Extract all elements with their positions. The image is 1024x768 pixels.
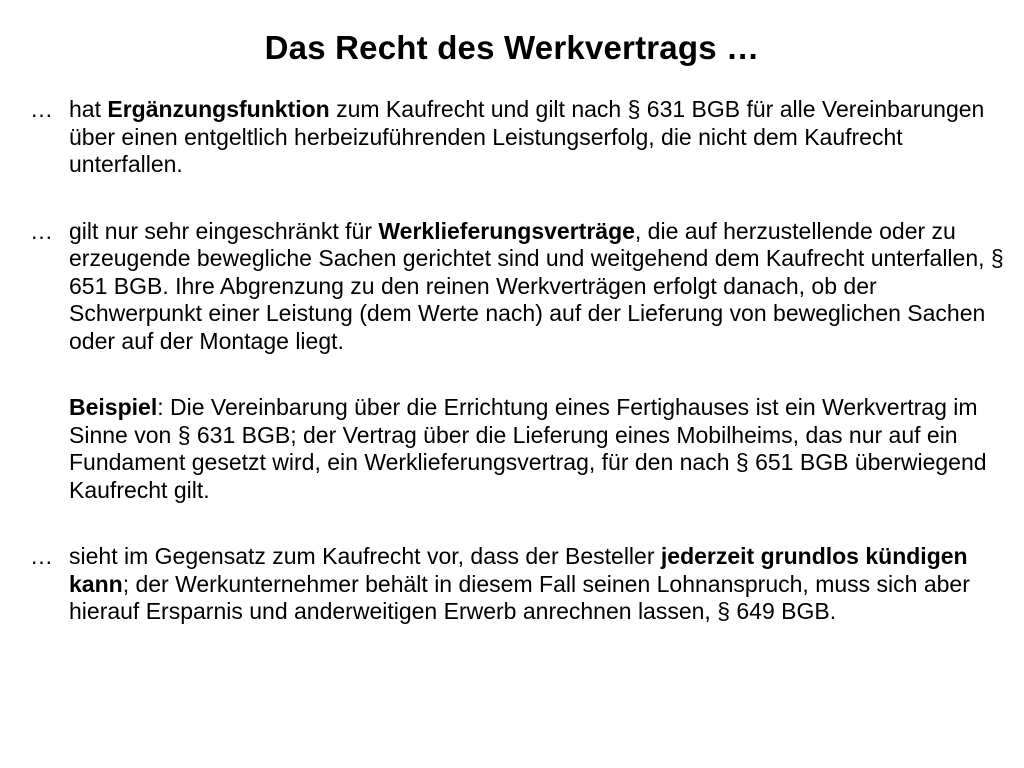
ellipsis-bullet-marker: …	[30, 543, 53, 569]
slide-title: Das Recht des Werkvertrags …	[264, 29, 760, 66]
paragraph-text-rest: zum Kaufrecht und gilt nach § 631 BGB für alle Vereinbarungen über einen entgeltlich herbeizuführenden Leistungserfolg, die nicht dem Kaufrecht unterfallen.	[69, 96, 985, 177]
paragraph-text	[69, 218, 1005, 356]
paragraph-beispiel	[30, 394, 1005, 504]
bold-term-kuendigung: jederzeit grundlos kündigen kann	[69, 543, 968, 597]
bold-term-ergaenzungsfunktion: Ergänzungsfunktion	[107, 96, 330, 122]
paragraph-text-rest: : Die Vereinbarung über die Errichtung eines Fertighauses ist ein Werkvertrag im Sinne von § 631 BGB; der Vertrag über die Lieferung eines Mobilheims, das nur auf ein Fundament gesetzt wird, ein Werklieferungsvertrag, für den nach § 651 BGB überwiegend Kaufrecht gilt.	[69, 394, 987, 503]
paragraph-kuendigung	[30, 543, 1005, 626]
bold-term-werklieferungsvertraege: Werklieferungsverträge	[378, 217, 635, 244]
paragraph-text	[69, 543, 1005, 626]
paragraph-ergaenzungsfunktion	[30, 96, 1005, 179]
paragraph-text-lead: sieht im Gegensatz zum Kaufrecht vor, dass der Besteller	[69, 543, 661, 569]
slide-body	[30, 96, 1005, 626]
paragraph-text	[69, 96, 1005, 179]
ellipsis-bullet-marker: …	[30, 96, 53, 122]
paragraph-text	[69, 394, 1005, 504]
paragraph-text-rest: , die auf herzustellende oder zu erzeugende bewegliche Sachen gerichtet sind und weitgehend dem Kaufrecht unterfallen, § 651 BGB. Ihre Abgrenzung zu den reinen Werkverträgen erfolgt danach, ob der Schwerpunkt einer Leistung (dem Werte nach) auf der Lieferung von beweglichen Sachen oder auf der Montage liegt.	[69, 217, 1004, 354]
paragraph-text-lead: gilt nur sehr eingeschränkt für	[69, 217, 379, 244]
ellipsis-bullet-marker: …	[30, 217, 53, 244]
paragraph-werklieferungsvertraege	[30, 218, 1005, 356]
paragraph-text-lead: hat	[69, 96, 108, 122]
bold-term-beispiel: Beispiel	[69, 394, 158, 420]
paragraph-text-rest: ; der Werkunternehmer behält in diesem Fall seinen Lohnanspruch, muss sich aber hierauf Ersparnis und anderweitigen Erwerb anrechnen lassen, § 649 BGB.	[69, 570, 970, 624]
